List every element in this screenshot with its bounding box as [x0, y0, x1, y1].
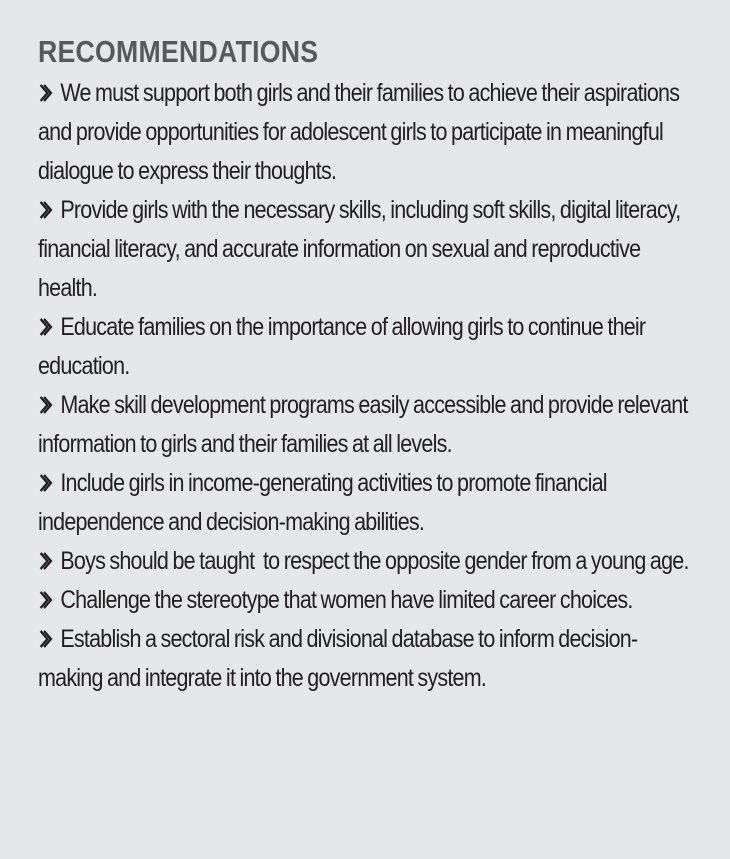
- double-chevron-right-icon: [38, 317, 55, 337]
- list-item: [38, 542, 692, 581]
- list-item: [38, 464, 692, 542]
- double-chevron-right-icon: [38, 83, 55, 103]
- recommendations-list: [38, 74, 694, 698]
- list-item: [38, 308, 692, 386]
- double-chevron-right-icon: [38, 200, 55, 220]
- recommendation-text: Challenge the stereotype that women have limited career choices.: [60, 586, 633, 614]
- double-chevron-right-icon: [38, 473, 55, 493]
- double-chevron-right-icon: [38, 590, 55, 610]
- double-chevron-right-icon: [38, 551, 55, 571]
- recommendation-text: We must support both girls and their families to achieve their aspirations and provide opportunities for adolescent girls to participate in meaningful dialogue to express their thoughts.: [38, 79, 680, 185]
- double-chevron-right-icon: [38, 395, 55, 415]
- recommendation-text: Educate families on the importance of allowing girls to continue their education.: [38, 313, 646, 380]
- list-item: [38, 386, 692, 464]
- recommendation-text: Boys should be taught to respect the opposite gender from a young age.: [60, 547, 689, 575]
- recommendation-text: Establish a sectoral risk and divisional database to inform decision-making and integrate it into the government system.: [38, 625, 638, 692]
- double-chevron-right-icon: [38, 629, 55, 649]
- recommendation-text: Make skill development programs easily accessible and provide relevant information to girls and their families at all levels.: [38, 391, 688, 458]
- recommendation-text: Provide girls with the necessary skills, including soft skills, digital literacy, financial literacy, and accurate information on sexual and reproductive health.: [38, 196, 681, 302]
- list-item: [38, 581, 692, 620]
- list-item: [38, 191, 692, 308]
- recommendation-text: Include girls in income-generating activities to promote financial independence and decision-making abilities.: [38, 469, 607, 536]
- list-item: [38, 620, 692, 698]
- list-item: [38, 74, 692, 191]
- section-heading: RECOMMENDATIONS: [38, 34, 319, 69]
